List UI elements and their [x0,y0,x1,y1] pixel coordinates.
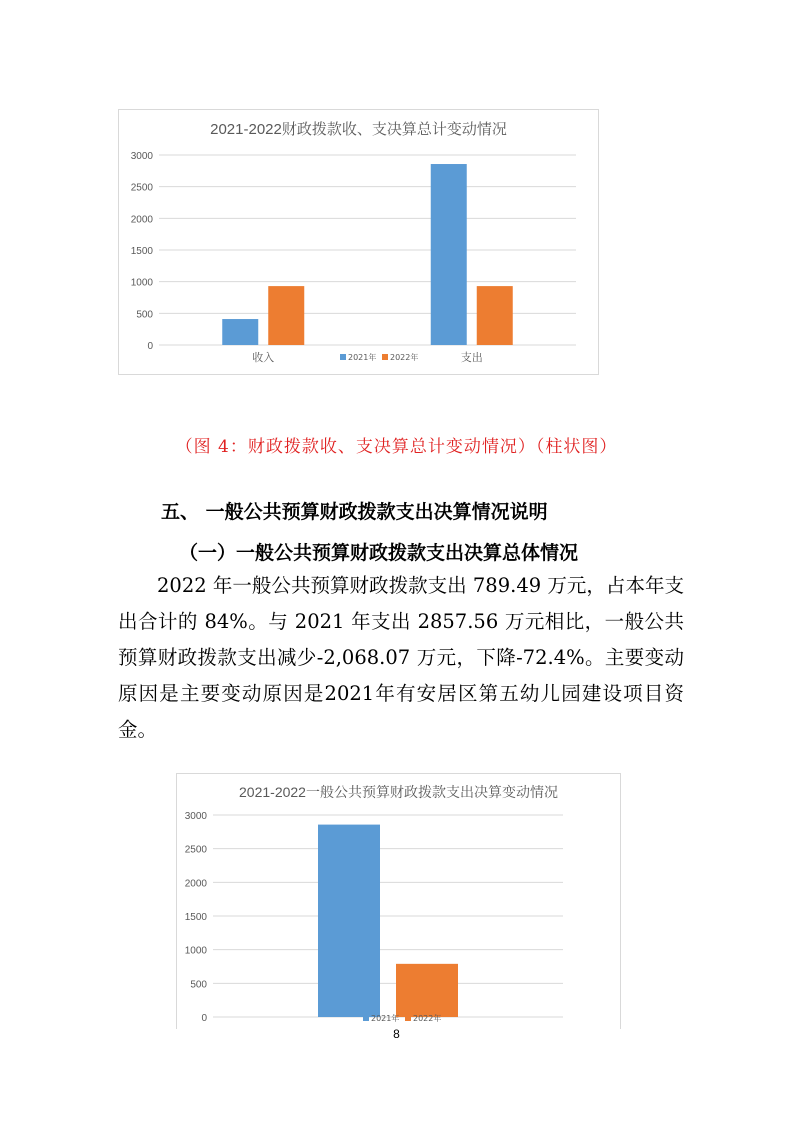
page-number: 8 [393,1027,400,1041]
y-tick-label: 2500 [184,844,207,856]
chart-title: 2021-2022财政拨款收、支决算总计变动情况 [210,121,507,138]
chart-canvas [177,774,620,1029]
legend-swatch [405,1015,411,1021]
bar-2022年 [396,964,458,1017]
legend-swatch [382,354,388,360]
y-tick-label: 2500 [130,182,153,194]
section-heading: 五、 一般公共预算财政拨款支出决算情况说明 [161,501,548,523]
y-tick-label: 3000 [130,151,153,162]
legend-swatch [340,354,346,360]
y-tick-label: 500 [190,979,207,991]
legend-label: 2022年 [413,1014,442,1023]
y-tick-label: 0 [147,341,153,352]
chart-title: 2021-2022一般公共预算财政拨款支出决算变动情况 [239,784,558,800]
legend-label: 2021年 [371,1014,400,1023]
body-paragraph: 2022 年一般公共预算财政拨款支出 789.49 万元，占本年支出合计的 84%。与 2021 年支出 2857.56 万元相比，一般公共预算财政拨款支出减少-2,068.07 万元，下降-72.4%。主要变动原因是主要变动原因是2021年有安居区第五幼儿园建设项目资金。 [118,574,684,741]
y-tick-label: 1500 [130,246,153,257]
legend-swatch [363,1015,369,1021]
y-tick-label: 3000 [184,811,207,822]
chart-general-budget-expenditure [176,773,621,1029]
bar-2021年 [431,164,467,345]
y-tick-label: 1500 [184,912,207,923]
legend-label: 2022年 [390,353,419,362]
y-tick-label: 500 [136,309,153,321]
chart-revenue-expenditure [118,109,599,375]
bar-2021年 [318,825,380,1017]
subsection-heading: （一）一般公共预算财政拨款支出决算总体情况 [179,542,579,564]
x-category-label: 支出 [460,351,483,364]
figure-caption: （图 4：财政拨款收、支决算总计变动情况）（柱状图） [175,437,618,457]
x-category-label: 收入 [252,351,275,364]
y-tick-label: 0 [201,1013,207,1024]
bar-2022年 [477,286,513,345]
y-tick-label: 2000 [184,878,207,890]
y-tick-label: 2000 [130,214,153,226]
bar-2022年 [268,286,304,345]
bar-2021年 [222,319,258,345]
y-tick-label: 1000 [130,277,153,289]
legend-label: 2021年 [348,353,377,362]
y-tick-label: 1000 [184,945,207,957]
chart-canvas [119,110,598,374]
